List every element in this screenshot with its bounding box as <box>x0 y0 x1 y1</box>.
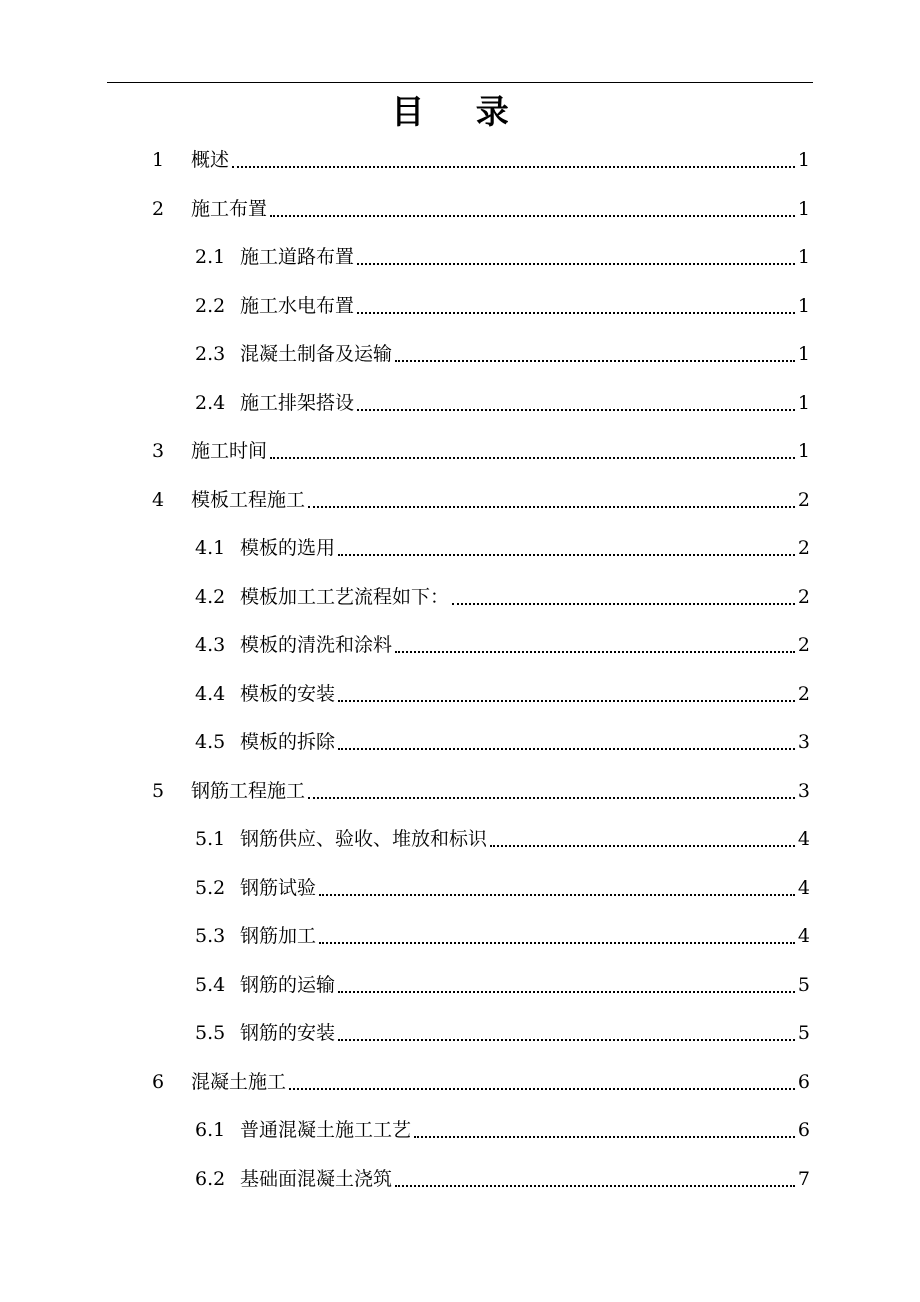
toc-entry-page: 2 <box>797 634 810 656</box>
toc-entry-number: 1 <box>152 149 165 171</box>
dot-leader <box>270 214 795 217</box>
toc-entry[interactable] <box>152 195 810 223</box>
toc-entry[interactable] <box>152 486 810 514</box>
toc-entry-page: 2 <box>797 682 810 705</box>
dot-leader <box>414 1135 795 1138</box>
toc-entry[interactable] <box>152 1068 810 1096</box>
dot-leader <box>357 408 795 411</box>
dot-leader <box>395 359 795 362</box>
dot-leader <box>289 1087 795 1090</box>
toc-entry-title: 施工布置 <box>191 197 268 220</box>
toc-entry-page: 4 <box>797 925 810 947</box>
toc-entry-number: 2.2 <box>195 294 226 317</box>
toc-entry-title: 模板的拆除 <box>240 731 336 753</box>
toc-entry-number: 6.2 <box>195 1167 226 1190</box>
toc-entry-page: 1 <box>797 294 810 317</box>
toc-entry-page: 2 <box>797 488 810 511</box>
dot-leader <box>490 844 795 847</box>
toc-entry-number: 3 <box>152 440 165 462</box>
toc-entry-page: 3 <box>797 779 810 802</box>
toc-entry-page: 5 <box>797 973 810 996</box>
toc-entry-number: 5.5 <box>195 1022 226 1044</box>
toc-entry-number: 2.4 <box>195 391 226 414</box>
toc-entry-title: 模板的选用 <box>240 537 336 559</box>
dot-leader <box>357 262 795 265</box>
dot-leader <box>308 796 795 799</box>
toc-entry[interactable] <box>195 1116 810 1144</box>
toc-entry-title: 混凝土施工 <box>191 1070 287 1093</box>
toc-entry-number: 5 <box>152 779 165 802</box>
toc-entry[interactable] <box>195 971 810 999</box>
toc-entry-page: 7 <box>797 1167 810 1190</box>
toc-entry-number: 2.3 <box>195 343 226 365</box>
toc-entry[interactable] <box>195 534 810 562</box>
toc-entry-page: 1 <box>797 391 810 414</box>
toc-entry-title: 施工水电布置 <box>240 294 355 317</box>
toc-entry-number: 4 <box>152 488 165 511</box>
page-title: 目 录 <box>391 92 529 131</box>
toc-entry-page: 6 <box>797 1070 810 1093</box>
dot-leader <box>270 456 795 459</box>
toc-entry-page: 4 <box>797 876 810 899</box>
toc-entry-title: 钢筋的安装 <box>240 1022 336 1044</box>
toc-entry-title: 普通混凝土施工工艺 <box>240 1119 412 1141</box>
toc-entry[interactable] <box>152 146 810 174</box>
dot-leader <box>395 650 795 653</box>
toc-entry-title: 混凝土制备及运输 <box>240 343 393 365</box>
toc-entry[interactable] <box>195 631 810 659</box>
toc-entry-page: 1 <box>797 197 810 220</box>
toc-entry-page: 6 <box>797 1119 810 1141</box>
toc-entry-page: 1 <box>797 246 810 268</box>
toc-entry[interactable] <box>195 389 810 417</box>
toc-entry-page: 1 <box>797 343 810 365</box>
toc-entry-page: 1 <box>797 149 810 171</box>
toc-entry[interactable] <box>195 340 810 368</box>
toc-entry-page: 4 <box>797 828 810 850</box>
toc-entry-title: 模板的安装 <box>240 682 336 705</box>
toc-entry-page: 3 <box>797 731 810 753</box>
dot-leader <box>308 505 795 508</box>
toc-entry[interactable] <box>195 825 810 853</box>
dot-leader <box>319 893 795 896</box>
toc-entry-number: 4.1 <box>195 537 226 559</box>
toc-entry-title: 施工道路布置 <box>240 246 355 268</box>
dot-leader <box>338 990 795 993</box>
toc-entry[interactable] <box>195 680 810 708</box>
toc-entry[interactable] <box>195 1019 810 1047</box>
toc-entry-title: 施工排架搭设 <box>240 391 355 414</box>
dot-leader <box>319 941 795 944</box>
toc-entry-number: 6.1 <box>195 1119 226 1141</box>
toc-entry-title: 钢筋供应、验收、堆放和标识 <box>240 828 488 850</box>
dot-leader <box>452 602 795 605</box>
toc-entry-number: 5.1 <box>195 828 226 850</box>
toc-entry-title: 概述 <box>191 149 230 171</box>
toc-entry-title: 钢筋的运输 <box>240 973 336 996</box>
toc-entry-number: 5.3 <box>195 925 226 947</box>
toc-entry-number: 6 <box>152 1070 165 1093</box>
toc-entry-number: 2.1 <box>195 246 226 268</box>
dot-leader <box>338 747 795 750</box>
dot-leader <box>232 165 795 168</box>
toc-entry-page: 1 <box>797 440 810 462</box>
toc-entry-number: 4.3 <box>195 634 226 656</box>
toc-entry[interactable] <box>195 728 810 756</box>
toc-entry-number: 5.2 <box>195 876 226 899</box>
toc-entry-page: 2 <box>797 585 810 608</box>
toc-entry-title: 基础面混凝土浇筑 <box>240 1167 393 1190</box>
toc-entry-number: 4.4 <box>195 682 226 705</box>
toc-entry-number: 5.4 <box>195 973 226 996</box>
toc-entry[interactable] <box>152 777 810 805</box>
toc-entry[interactable] <box>195 874 810 902</box>
toc-entry-number: 4.2 <box>195 585 226 608</box>
toc-entry[interactable] <box>195 922 810 950</box>
toc-entry[interactable] <box>195 243 810 271</box>
toc-entry-title: 模板工程施工 <box>191 488 306 511</box>
dot-leader <box>338 1038 795 1041</box>
toc-entry[interactable] <box>195 583 810 611</box>
toc-entry-title: 施工时间 <box>191 440 268 462</box>
toc-entry-title: 钢筋加工 <box>240 925 317 947</box>
toc-entry-title: 钢筋试验 <box>240 876 317 899</box>
dot-leader <box>395 1184 795 1187</box>
toc-entry-number: 2 <box>152 197 165 220</box>
toc-entry-page: 5 <box>797 1022 810 1044</box>
toc-entry[interactable] <box>195 1165 810 1193</box>
toc-entry-page: 2 <box>797 537 810 559</box>
toc-entry-title: 钢筋工程施工 <box>191 779 306 802</box>
toc-entry[interactable] <box>195 292 810 320</box>
toc-entry-title: 模板加工工艺流程如下： <box>240 585 450 608</box>
dot-leader <box>357 311 795 314</box>
toc-entry-title: 模板的清洗和涂料 <box>240 634 393 656</box>
header-rule <box>107 82 813 83</box>
dot-leader <box>338 699 795 702</box>
toc-entry-number: 4.5 <box>195 731 226 753</box>
dot-leader <box>338 553 795 556</box>
toc-entry[interactable] <box>152 437 810 465</box>
